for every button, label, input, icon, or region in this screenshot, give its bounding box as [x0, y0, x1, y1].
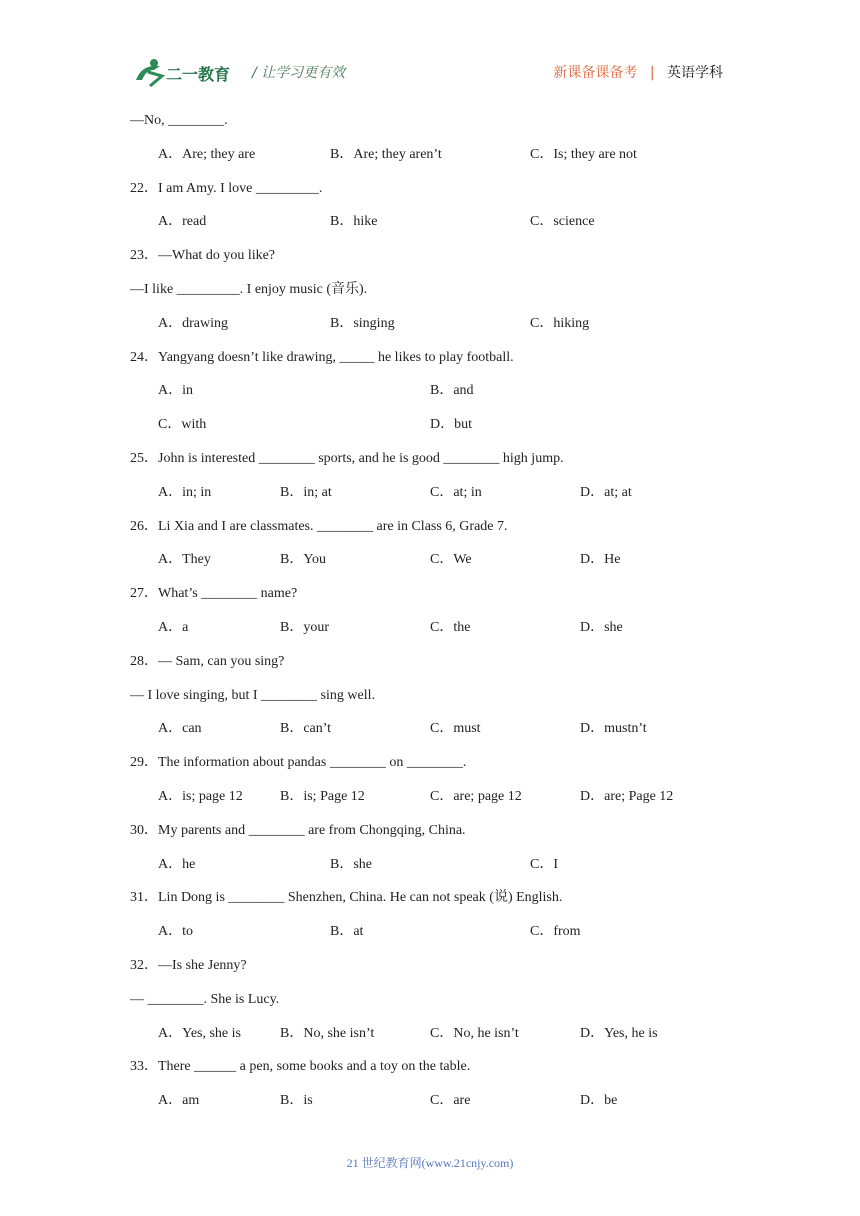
answer-option[interactable]: C．must: [430, 721, 481, 737]
question: [130, 752, 730, 820]
question-prompt: 31．Lin Dong is ________ Shenzhen, China. He can not speak (说) English.: [130, 890, 563, 906]
answer-option[interactable]: D．at; at: [580, 484, 632, 500]
question: [130, 110, 730, 178]
answer-option[interactable]: C．are: [430, 1093, 471, 1109]
answer-option[interactable]: B．is; Page 12: [280, 788, 365, 804]
option-row: [130, 921, 730, 955]
answer-option[interactable]: A．in: [158, 383, 193, 399]
answer-option[interactable]: A．They: [158, 552, 211, 568]
subject-label: [553, 62, 723, 82]
answer-option[interactable]: D．mustn’t: [580, 721, 647, 737]
question-prompt: 29．The information about pandas ________ on ________.: [130, 755, 467, 771]
site-logo: [132, 56, 242, 90]
question: [130, 516, 730, 584]
option-row: [130, 211, 730, 245]
option-row: [130, 1023, 730, 1057]
answer-option[interactable]: A．a: [158, 619, 189, 635]
subject-left: 新课备课备考: [553, 65, 638, 81]
option-row: [130, 482, 730, 516]
answer-option[interactable]: B．and: [430, 383, 474, 399]
answer-option[interactable]: C．I: [530, 856, 558, 872]
question: [130, 820, 730, 888]
question-prompt: 23．—What do you like?: [130, 248, 276, 264]
question: [130, 347, 730, 448]
answer-option[interactable]: B．in; at: [280, 484, 332, 500]
question-prompt: 28．— Sam, can you sing?: [130, 653, 285, 669]
answer-option[interactable]: A．read: [158, 214, 207, 230]
answer-option[interactable]: B．singing: [330, 315, 395, 331]
question-prompt: — ________. She is Lucy.: [130, 991, 280, 1007]
question-prompt: — I love singing, but I ________ sing well.: [130, 687, 375, 703]
option-row: [130, 1090, 730, 1124]
question-prompt: 33．There ______ a pen, some books and a toy on the table.: [130, 1059, 471, 1075]
answer-option[interactable]: C．are; page 12: [430, 788, 522, 804]
answer-option[interactable]: C．at; in: [430, 484, 482, 500]
answer-option[interactable]: B．at: [330, 924, 364, 940]
question: [130, 651, 730, 752]
answer-option[interactable]: B．Are; they aren’t: [330, 146, 442, 162]
answer-option[interactable]: D．Yes, he is: [580, 1025, 658, 1041]
page-footer: 21 世纪教育网(www.21cnjy.com): [346, 1156, 514, 1170]
answer-option[interactable]: A．is; page 12: [158, 788, 243, 804]
question: [130, 448, 730, 516]
answer-option[interactable]: C．from: [530, 924, 581, 940]
answer-option[interactable]: A．Are; they are: [158, 146, 256, 162]
answer-option[interactable]: A．am: [158, 1093, 200, 1109]
answer-option[interactable]: D．she: [580, 619, 623, 635]
answer-option[interactable]: A．in; in: [158, 484, 212, 500]
option-row: [130, 854, 730, 888]
answer-option[interactable]: C．No, he isn’t: [430, 1025, 519, 1041]
answer-option[interactable]: D．are; Page 12: [580, 788, 674, 804]
question-list: [130, 110, 730, 1124]
answer-option[interactable]: D．be: [580, 1093, 618, 1109]
question: [130, 583, 730, 651]
subject-right: 英语学科: [667, 65, 723, 81]
question-prompt: 32．—Is she Jenny?: [130, 957, 247, 973]
answer-option[interactable]: D．but: [430, 417, 472, 433]
page-header: [0, 0, 860, 100]
question-prompt: 24．Yangyang doesn’t like drawing, _____ he likes to play football.: [130, 349, 514, 365]
question-prompt: —No, ________.: [130, 113, 228, 128]
question-prompt: 26．Li Xia and I are classmates. ________ are in Class 6, Grade 7.: [130, 518, 508, 534]
answer-option[interactable]: C．hiking: [530, 315, 590, 331]
answer-option[interactable]: B．can’t: [280, 721, 332, 737]
answer-option[interactable]: C．science: [530, 214, 595, 230]
answer-option[interactable]: A．drawing: [158, 315, 228, 331]
answer-option[interactable]: A．Yes, she is: [158, 1025, 241, 1041]
question-prompt: —I like _________. I enjoy music (音乐).: [130, 281, 368, 297]
answer-option[interactable]: B．No, she isn’t: [280, 1025, 375, 1041]
option-row: [130, 718, 730, 752]
slogan: / 让学习更有效: [252, 65, 346, 81]
question: [130, 955, 730, 1056]
question: [130, 245, 730, 346]
option-row: [130, 380, 730, 414]
answer-option[interactable]: B．your: [280, 619, 329, 635]
question: [130, 887, 730, 955]
question-prompt: 27．What’s ________ name?: [130, 586, 298, 602]
option-row: [130, 313, 730, 347]
answer-option[interactable]: A．can: [158, 721, 202, 737]
answer-option[interactable]: D．He: [580, 552, 621, 568]
question-prompt: 22．I am Amy. I love _________.: [130, 180, 323, 196]
logo-text: 二一教育: [166, 65, 231, 84]
answer-option[interactable]: B．she: [330, 856, 372, 872]
answer-option[interactable]: C．Is; they are not: [530, 146, 637, 162]
answer-option[interactable]: A．to: [158, 924, 193, 940]
answer-option[interactable]: B．hike: [330, 214, 378, 230]
option-row: [130, 617, 730, 651]
answer-option[interactable]: C．with: [158, 417, 207, 433]
option-row: [130, 549, 730, 583]
subject-separator: |: [649, 65, 655, 81]
answer-option[interactable]: C．the: [430, 619, 471, 635]
option-row: [130, 786, 730, 820]
answer-option[interactable]: C．We: [430, 552, 472, 568]
question: [130, 1056, 730, 1124]
question-prompt: 25．John is interested ________ sports, and he is good ________ high jump.: [130, 450, 564, 466]
option-row: [130, 144, 730, 178]
answer-option[interactable]: B．You: [280, 552, 327, 568]
answer-option[interactable]: A．he: [158, 856, 196, 872]
question: [130, 178, 730, 246]
answer-option[interactable]: B．is: [280, 1093, 313, 1109]
question-prompt: 30．My parents and ________ are from Chongqing, China.: [130, 822, 466, 838]
option-row: [130, 414, 730, 448]
